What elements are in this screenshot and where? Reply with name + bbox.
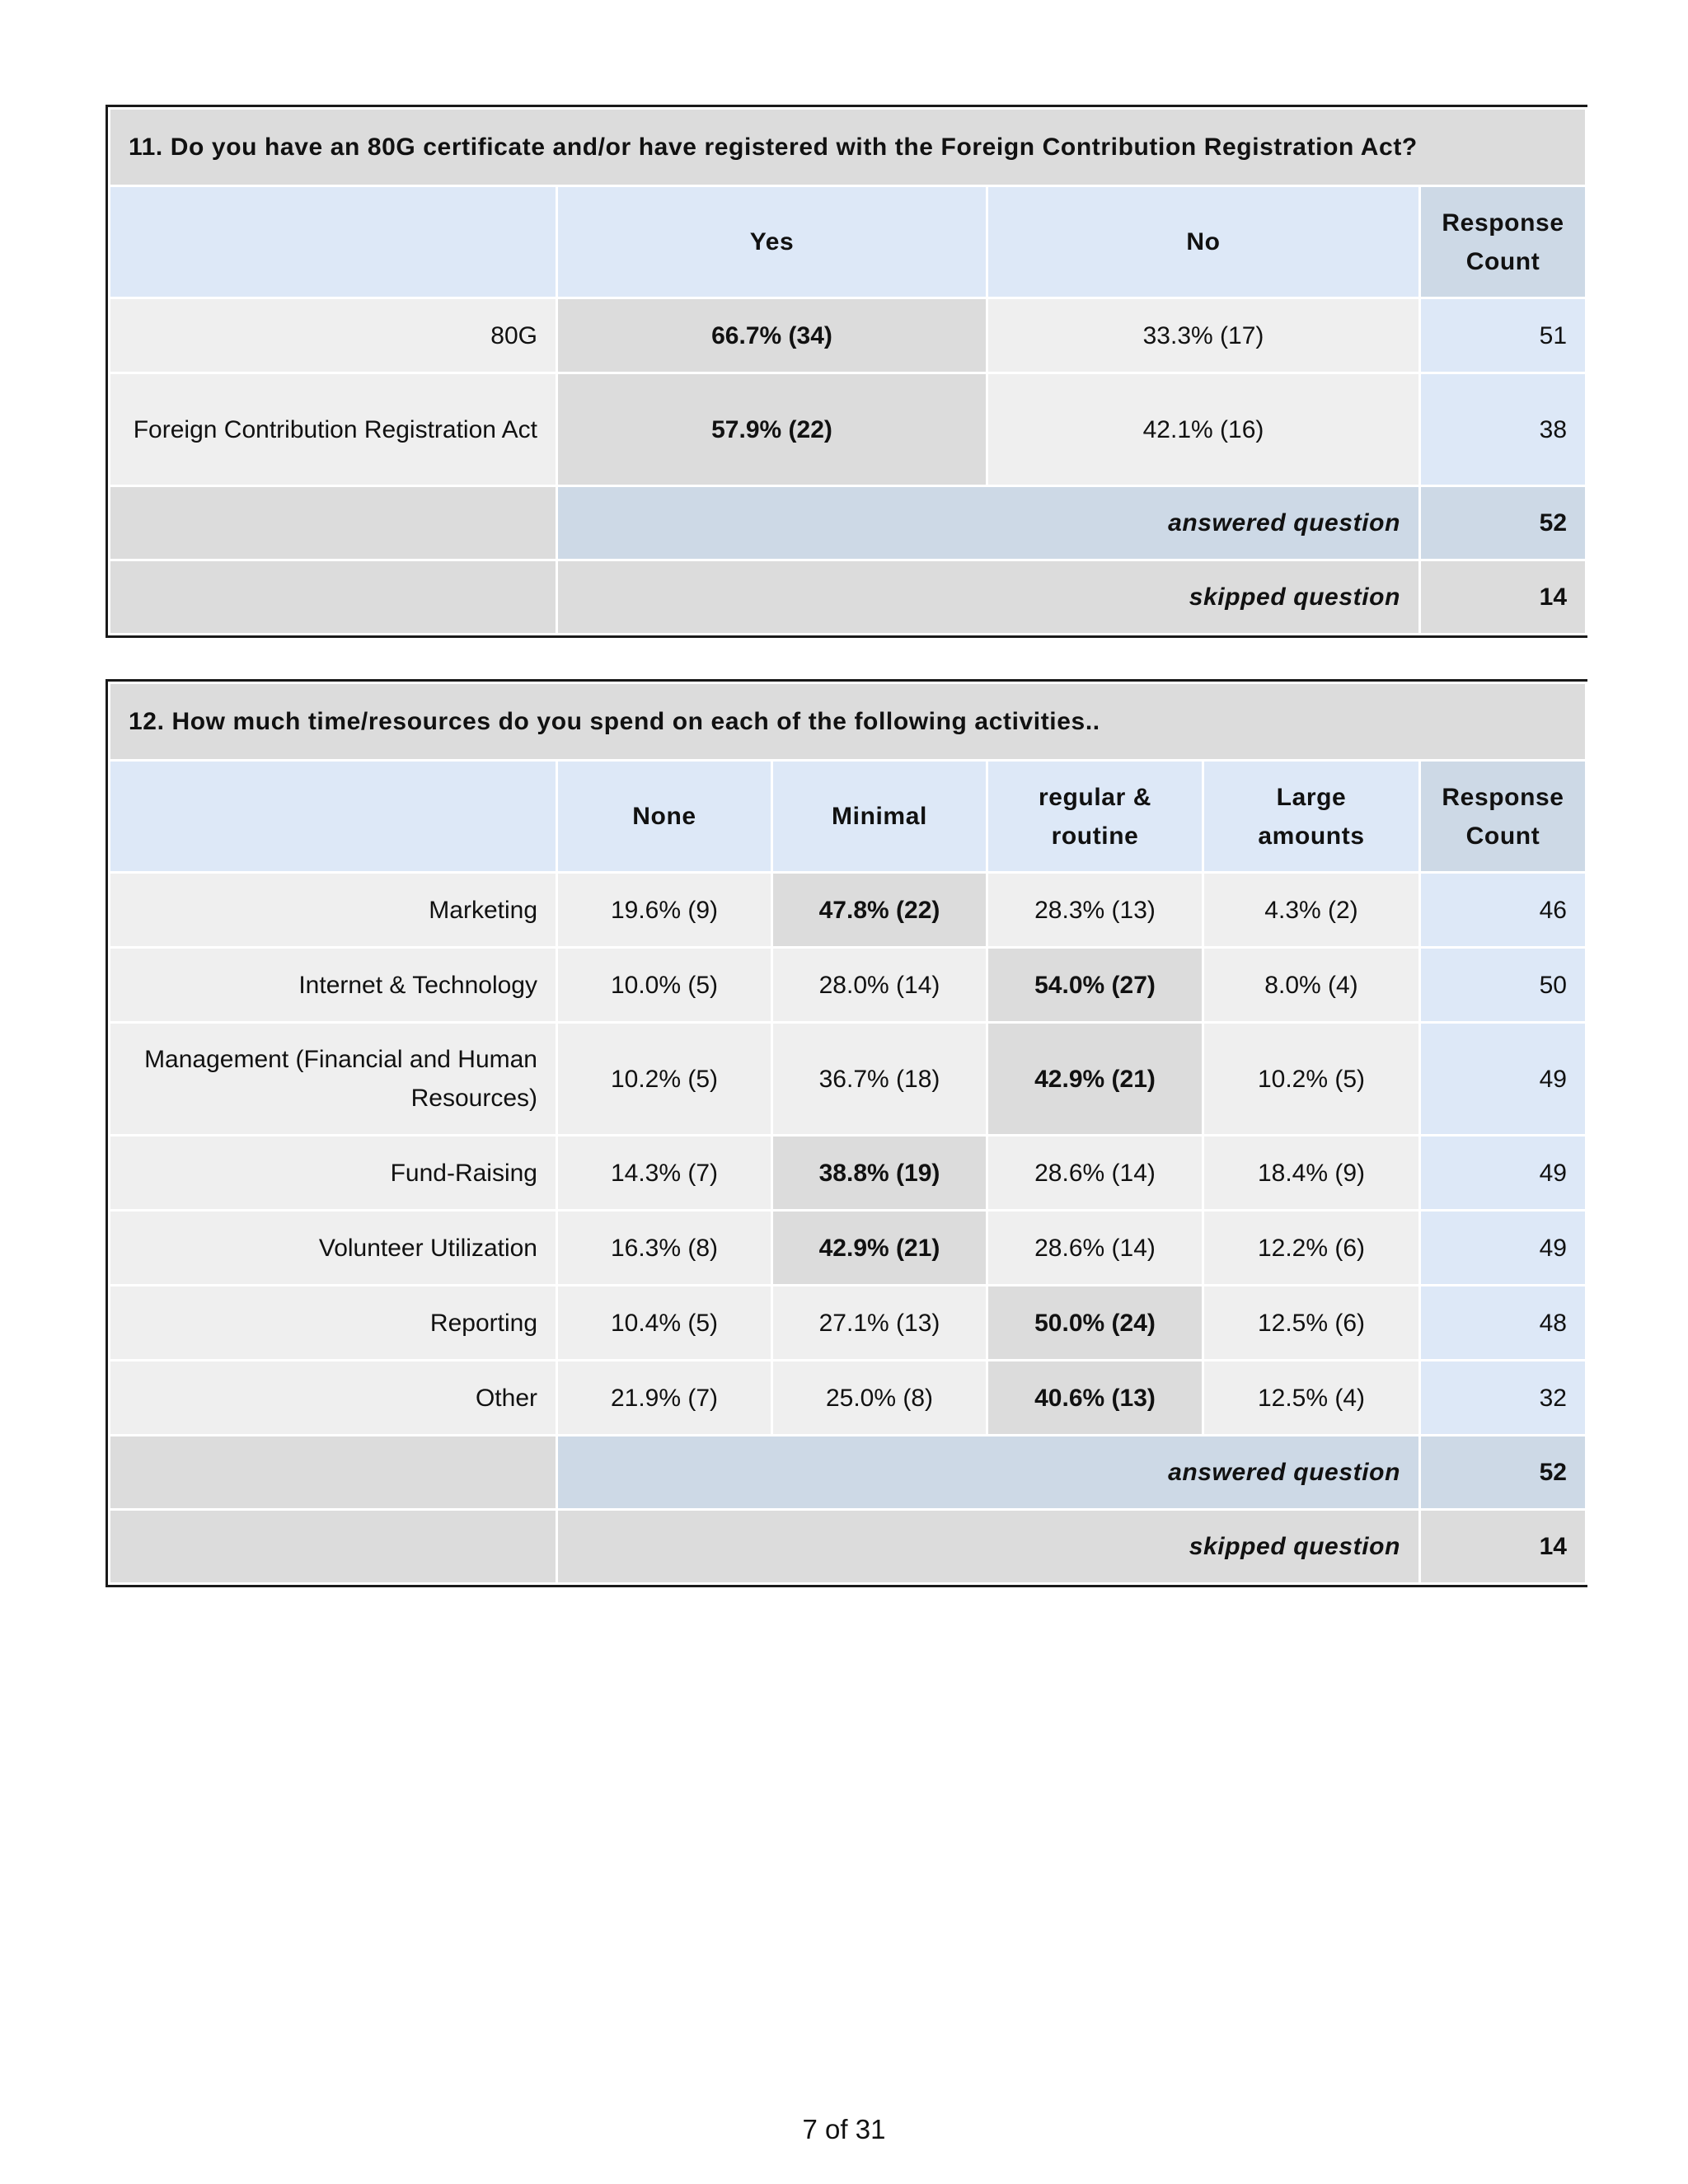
answer-cell-none: 14.3% (7) [557, 1136, 772, 1211]
answer-cell-none: 10.0% (5) [557, 948, 772, 1023]
answer-cell-regular-routine: 28.3% (13) [987, 873, 1203, 948]
table-row [110, 373, 1587, 486]
response-count-cell: 48 [1420, 1286, 1587, 1361]
column-header-yes: Yes [557, 186, 987, 298]
column-header-regular-routine: regular & routine [987, 761, 1203, 873]
response-count-cell: 32 [1420, 1361, 1587, 1436]
answered-question-label: answered question [557, 1436, 1420, 1510]
row-label: Internet & Technology [110, 948, 557, 1023]
answer-cell-regular-routine: 42.9% (21) [987, 1023, 1203, 1136]
answer-cell-large-amounts: 12.2% (6) [1203, 1211, 1420, 1286]
answer-cell-none: 10.2% (5) [557, 1023, 772, 1136]
skipped-question-label: skipped question [557, 560, 1420, 635]
answered-question-value: 52 [1420, 486, 1587, 560]
answer-cell-minimal: 27.1% (13) [772, 1286, 987, 1361]
header-blank [110, 761, 557, 873]
row-label: Management (Financial and Human Resources) [110, 1023, 557, 1136]
column-header-large-amounts: Large amounts [1203, 761, 1420, 873]
question-12-grid [108, 682, 1587, 1585]
row-label: 80G [110, 298, 557, 373]
row-label: Reporting [110, 1286, 557, 1361]
answer-cell-minimal: 36.7% (18) [772, 1023, 987, 1136]
skipped-question-value: 14 [1420, 560, 1587, 635]
column-header-none: None [557, 761, 772, 873]
table-row [110, 1211, 1587, 1286]
answer-cell-no: 33.3% (17) [987, 298, 1420, 373]
skipped-question-value: 14 [1420, 1510, 1587, 1584]
answer-cell-none: 10.4% (5) [557, 1286, 772, 1361]
answer-cell-large-amounts: 18.4% (9) [1203, 1136, 1420, 1211]
column-header-response-count: Response Count [1420, 761, 1587, 873]
question-11-grid [108, 107, 1587, 635]
answer-cell-minimal: 28.0% (14) [772, 948, 987, 1023]
row-label: Volunteer Utilization [110, 1211, 557, 1286]
answer-cell-yes: 66.7% (34) [557, 298, 987, 373]
answer-cell-regular-routine: 54.0% (27) [987, 948, 1203, 1023]
column-header-no: No [987, 186, 1420, 298]
skipped-row [110, 1510, 1587, 1584]
answer-cell-minimal: 38.8% (19) [772, 1136, 987, 1211]
question-12-table [106, 679, 1587, 1587]
answered-row [110, 1436, 1587, 1510]
answer-cell-large-amounts: 12.5% (6) [1203, 1286, 1420, 1361]
header-blank [110, 186, 557, 298]
table-row [110, 873, 1587, 948]
summary-blank [110, 1510, 557, 1584]
row-label: Marketing [110, 873, 557, 948]
response-count-cell: 38 [1420, 373, 1587, 486]
table-row [110, 948, 1587, 1023]
answer-cell-large-amounts: 4.3% (2) [1203, 873, 1420, 948]
row-label: Foreign Contribution Registration Act [110, 373, 557, 486]
response-count-cell: 51 [1420, 298, 1587, 373]
answer-cell-regular-routine: 50.0% (24) [987, 1286, 1203, 1361]
table-row [110, 298, 1587, 373]
answer-cell-none: 16.3% (8) [557, 1211, 772, 1286]
table-row [110, 1023, 1587, 1136]
answer-cell-none: 21.9% (7) [557, 1361, 772, 1436]
response-count-cell: 46 [1420, 873, 1587, 948]
question-11-table [106, 105, 1587, 638]
answer-cell-large-amounts: 12.5% (4) [1203, 1361, 1420, 1436]
column-header-response-count: Response Count [1420, 186, 1587, 298]
page-number: 7 of 31 [802, 2114, 886, 2144]
summary-blank [110, 1436, 557, 1510]
answer-cell-no: 42.1% (16) [987, 373, 1420, 486]
answer-cell-large-amounts: 10.2% (5) [1203, 1023, 1420, 1136]
response-count-cell: 49 [1420, 1211, 1587, 1286]
answer-cell-large-amounts: 8.0% (4) [1203, 948, 1420, 1023]
column-header-minimal: Minimal [772, 761, 987, 873]
summary-blank [110, 560, 557, 635]
question-12-title: 12. How much time/resources do you spend on each of the following activities.. [110, 683, 1587, 761]
answer-cell-regular-routine: 28.6% (14) [987, 1211, 1203, 1286]
answer-cell-minimal: 42.9% (21) [772, 1211, 987, 1286]
response-count-cell: 50 [1420, 948, 1587, 1023]
question-11-title: 11. Do you have an 80G certificate and/or have registered with the Foreign Contribution Registration Act? [110, 109, 1587, 186]
table-row [110, 1361, 1587, 1436]
answer-cell-regular-routine: 40.6% (13) [987, 1361, 1203, 1436]
answer-cell-none: 19.6% (9) [557, 873, 772, 948]
row-label: Other [110, 1361, 557, 1436]
table-row [110, 1136, 1587, 1211]
answer-cell-minimal: 47.8% (22) [772, 873, 987, 948]
response-count-cell: 49 [1420, 1136, 1587, 1211]
skipped-row [110, 560, 1587, 635]
row-label: Fund-Raising [110, 1136, 557, 1211]
table-row [110, 1286, 1587, 1361]
answer-cell-yes: 57.9% (22) [557, 373, 987, 486]
answer-cell-minimal: 25.0% (8) [772, 1361, 987, 1436]
answered-question-label: answered question [557, 486, 1420, 560]
skipped-question-label: skipped question [557, 1510, 1420, 1584]
answer-cell-regular-routine: 28.6% (14) [987, 1136, 1203, 1211]
response-count-cell: 49 [1420, 1023, 1587, 1136]
answered-question-value: 52 [1420, 1436, 1587, 1510]
summary-blank [110, 486, 557, 560]
answered-row [110, 486, 1587, 560]
